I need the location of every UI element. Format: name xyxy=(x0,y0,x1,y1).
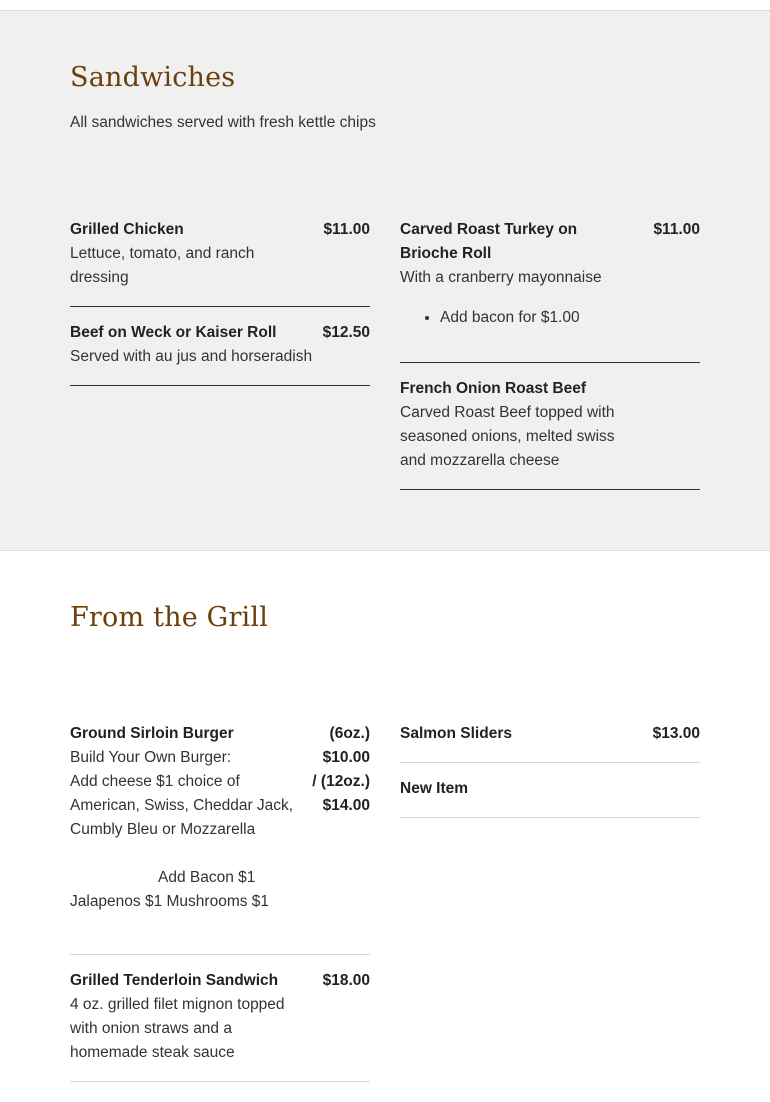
item-price: $18.00 xyxy=(322,972,370,989)
item-description-cheese: Add cheese $1 choice of American, Swiss, Cheddar Jack, Cumbly Bleu or Mozzarella xyxy=(70,773,294,838)
item-price: $11.00 xyxy=(323,221,370,238)
item-name: New Item xyxy=(400,780,469,797)
menu-item-new-item xyxy=(400,777,700,801)
item-divider xyxy=(70,306,370,307)
item-extra: • Add bacon for $1.00 xyxy=(440,306,700,330)
item-price: $13.00 xyxy=(652,725,700,742)
item-name: Beef on Weck or Kaiser Roll xyxy=(70,324,277,341)
item-divider xyxy=(400,817,700,818)
item-extras-list xyxy=(400,306,700,330)
burger-prices xyxy=(300,722,370,818)
item-divider xyxy=(400,762,700,763)
menu-item-beef-on-weck xyxy=(70,321,370,369)
menu-item-salmon-sliders xyxy=(400,722,700,746)
top-bar xyxy=(0,0,770,11)
item-divider xyxy=(70,954,370,955)
item-name: Grilled Tenderloin Sandwich xyxy=(70,972,279,989)
menu-item-ground-sirloin-burger xyxy=(70,722,310,842)
sandwiches-description: All sandwiches served with fresh kettle chips xyxy=(70,114,376,131)
item-divider xyxy=(400,362,700,363)
price-6oz-label: (6oz.) xyxy=(329,725,370,742)
item-divider xyxy=(70,385,370,386)
item-description: With a cranberry mayonnaise xyxy=(400,269,602,286)
item-description: Lettuce, tomato, and ranch dressing xyxy=(70,245,255,286)
item-name: Grilled Chicken xyxy=(70,221,184,238)
item-divider xyxy=(70,1081,370,1082)
item-description: 4 oz. grilled filet mignon topped with onion straws and a homemade steak sauce xyxy=(70,996,285,1061)
item-name: Salmon Sliders xyxy=(400,725,512,742)
menu-item-grilled-chicken xyxy=(70,218,370,290)
item-description: Build Your Own Burger: xyxy=(70,749,232,766)
item-price: $12.50 xyxy=(322,324,370,341)
item-name: Ground Sirloin Burger xyxy=(70,725,234,742)
grill-title: From the Grill xyxy=(70,602,269,633)
price-6oz: $10.00 xyxy=(322,749,370,766)
item-name: French Onion Roast Beef xyxy=(400,380,587,397)
item-price: $11.00 xyxy=(653,221,700,238)
price-12oz: $14.00 xyxy=(322,797,370,814)
menu-item-grilled-tenderloin xyxy=(70,969,370,1065)
burger-addon-toppings: Jalapenos $1 Mushrooms $1 xyxy=(70,893,270,910)
item-divider xyxy=(400,489,700,490)
sandwiches-title: Sandwiches xyxy=(70,62,236,93)
menu-item-french-onion-roast-beef xyxy=(400,377,700,473)
price-12oz-label: / (12oz.) xyxy=(312,773,370,790)
item-description: Served with au jus and horseradish xyxy=(70,348,313,365)
menu-item-carved-roast-turkey xyxy=(400,218,700,330)
item-description: Carved Roast Beef topped with seasoned onions, melted swiss and mozzarella cheese xyxy=(400,404,615,469)
item-name: Carved Roast Turkey on Brioche Roll xyxy=(400,221,578,262)
burger-addon-bacon: Add Bacon $1 xyxy=(158,869,256,886)
